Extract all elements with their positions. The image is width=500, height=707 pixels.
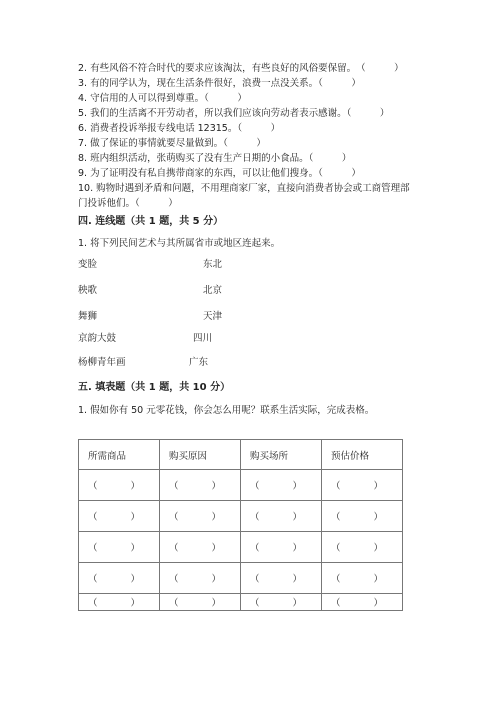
art-item-yangge: 秧歌 bbox=[78, 285, 98, 296]
answer-cell[interactable]: （ ） bbox=[160, 501, 241, 532]
region-item-tianjin: 天津 bbox=[203, 311, 223, 322]
tf-item-6: 6. 消费者投诉举报专线电话 12315。（ ） bbox=[78, 123, 281, 134]
region-item-guangdong: 广东 bbox=[189, 357, 209, 368]
tf-item-10: 10. 购物时遇到矛盾和问题，不用理商家厂家，直接向消费者协会或工商管理部 门投诉他们。（ ） bbox=[78, 183, 410, 209]
answer-cell[interactable]: （ ） bbox=[160, 532, 241, 563]
section-heading-fill-table: 五. 填表题（共 1 题，共 10 分） bbox=[78, 382, 231, 393]
answer-cell[interactable]: （ ） bbox=[322, 501, 403, 532]
tf-item-9: 9. 为了证明没有私自携带商家的东西，可以让他们搜身。（ ） bbox=[78, 168, 361, 179]
answer-cell[interactable]: （ ） bbox=[322, 532, 403, 563]
answer-cell[interactable]: （ ） bbox=[79, 501, 160, 532]
answer-cell[interactable]: （ ） bbox=[241, 594, 322, 611]
col-header-item: 所需商品 bbox=[79, 440, 160, 470]
tf-item-5: 5. 我们的生活离不开劳动者，所以我们应该向劳动者表示感谢。（ ） bbox=[78, 108, 390, 119]
answer-cell[interactable]: （ ） bbox=[322, 563, 403, 594]
art-item-wushi: 舞狮 bbox=[78, 311, 98, 322]
answer-cell[interactable]: （ ） bbox=[241, 501, 322, 532]
table-row bbox=[79, 563, 403, 594]
region-item-dongbei: 东北 bbox=[203, 259, 223, 270]
answer-cell[interactable]: （ ） bbox=[160, 594, 241, 611]
art-item-jingyun: 京韵大鼓 bbox=[78, 333, 117, 344]
answer-cell[interactable]: （ ） bbox=[160, 470, 241, 501]
answer-cell[interactable]: （ ） bbox=[79, 470, 160, 501]
art-item-yangliuqing: 杨柳青年画 bbox=[78, 357, 126, 368]
table-header-row bbox=[79, 440, 403, 470]
fill-table-question: 1. 假如你有 50 元零花钱，你会怎么用呢？联系生活实际，完成表格。 bbox=[78, 405, 375, 416]
table-row bbox=[79, 594, 403, 611]
tf-item-2: 2. 有些风俗不符合时代的要求应该淘汰，有些良好的风俗要保留。 （ ） bbox=[78, 63, 404, 74]
answer-cell[interactable]: （ ） bbox=[241, 470, 322, 501]
tf-item-8: 8. 班内组织活动，张萌购买了没有生产日期的小食品。（ ） bbox=[78, 153, 352, 164]
answer-cell[interactable]: （ ） bbox=[322, 594, 403, 611]
col-header-place: 购买场所 bbox=[241, 440, 322, 470]
tf-item-7: 7. 做了保证的事情就要尽量做到。（ ） bbox=[78, 138, 266, 149]
answer-cell[interactable]: （ ） bbox=[322, 470, 403, 501]
answer-cell[interactable]: （ ） bbox=[241, 563, 322, 594]
col-header-price: 预估价格 bbox=[322, 440, 403, 470]
answer-cell[interactable]: （ ） bbox=[160, 563, 241, 594]
answer-cell[interactable]: （ ） bbox=[79, 532, 160, 563]
art-item-bianlian: 变脸 bbox=[78, 259, 98, 270]
table-row bbox=[79, 470, 403, 501]
region-item-sichuan: 四川 bbox=[193, 333, 213, 344]
table-row bbox=[79, 532, 403, 563]
answer-cell[interactable]: （ ） bbox=[241, 532, 322, 563]
table-row bbox=[79, 501, 403, 532]
section-heading-matching: 四. 连线题（共 1 题，共 5 分） bbox=[78, 216, 224, 227]
tf-item-4: 4. 守信用的人可以得到尊重。（ ） bbox=[78, 93, 247, 104]
tf-item-3: 3. 有的同学认为，现在生活条件很好，浪费一点没关系。（ ） bbox=[78, 78, 361, 89]
col-header-reason: 购买原因 bbox=[160, 440, 241, 470]
answer-cell[interactable]: （ ） bbox=[79, 594, 160, 611]
matching-question: 1. 将下列民间艺术与其所属省市或地区连起来。 bbox=[78, 238, 281, 249]
region-item-beijing: 北京 bbox=[203, 285, 223, 296]
answer-cell[interactable]: （ ） bbox=[79, 563, 160, 594]
purchase-table bbox=[78, 439, 403, 611]
